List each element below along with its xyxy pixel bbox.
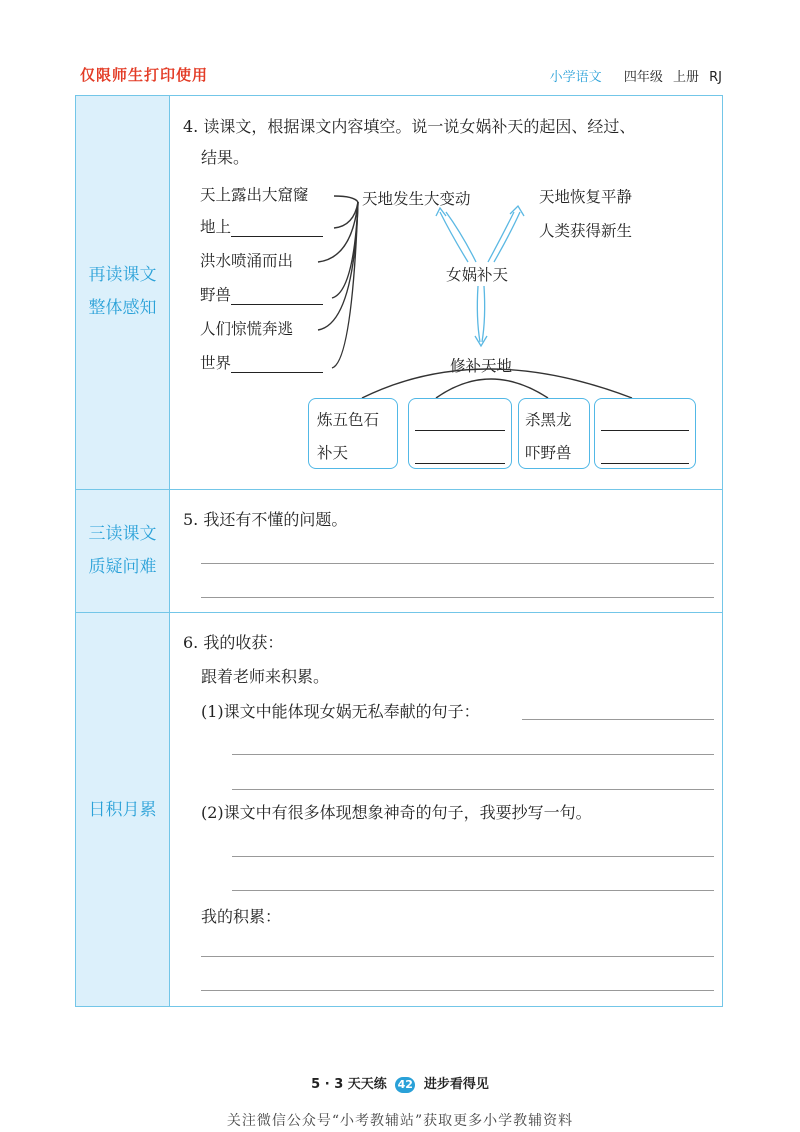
cause-item: 地上 — [200, 215, 323, 237]
method-box-1-line1: 炼五色石 — [317, 411, 380, 429]
q6-mine: 我的积累： — [201, 907, 282, 926]
answer-blank[interactable] — [415, 430, 505, 431]
writing-line[interactable] — [232, 789, 714, 790]
method-box-2[interactable] — [408, 398, 512, 469]
cause-item: 世界 — [200, 351, 323, 373]
volume-label: 上册 — [672, 70, 699, 85]
q5-prompt: 5. 我还有不懂的问题。 — [183, 510, 348, 529]
page-number: 42 — [395, 1077, 415, 1093]
q6-part2: (2)课文中有很多体现想象神奇的句子，我要抄写一句。 — [201, 803, 592, 822]
answer-blank[interactable] — [601, 430, 689, 431]
section-label-1b: 整体感知 — [88, 298, 157, 318]
q6-prompt: 6. 我的收获： — [183, 633, 284, 652]
edition-label: RJ — [709, 70, 722, 85]
writing-line[interactable] — [232, 890, 714, 891]
print-notice: 仅限师生打印使用 — [80, 66, 209, 84]
writing-line[interactable] — [522, 719, 714, 720]
row-divider — [76, 612, 722, 613]
cause-item: 人们惊慌奔逃 — [200, 320, 294, 338]
writing-line[interactable] — [232, 856, 714, 857]
writing-line[interactable] — [201, 597, 714, 598]
cause-summary: 天地发生大变动 — [362, 190, 471, 208]
subject-label: 小学语文 — [549, 70, 602, 85]
q4-prompt-line1: 4. 读课文，根据课文内容填空。说一说女娲补天的起因、经过、 — [183, 117, 636, 136]
cause-item: 天上露出大窟窿 — [200, 186, 309, 204]
footer-slogan: 进步看得见 — [423, 1077, 489, 1092]
result-item: 天地恢复平静 — [539, 188, 633, 206]
writing-line[interactable] — [232, 754, 714, 755]
section-label-2a: 三读课文 — [88, 524, 157, 544]
bottom-note: 关注微信公众号“小考教辅站”获取更多小学教辅资料 — [226, 1113, 574, 1129]
method-box-4[interactable] — [594, 398, 696, 469]
method-box-1 — [308, 398, 398, 469]
method-box-3 — [518, 398, 590, 469]
page-footer — [0, 1073, 800, 1093]
section-label-1a: 再读课文 — [88, 265, 157, 285]
grade-label: 四年级 — [623, 70, 663, 85]
q4-prompt-line2: 结果。 — [201, 148, 250, 167]
answer-blank[interactable] — [415, 463, 505, 464]
method-box-3-line2: 吓野兽 — [525, 444, 572, 462]
method-box-1-line2: 补天 — [317, 444, 349, 462]
answer-blank[interactable] — [601, 463, 689, 464]
section-label-cell-2 — [76, 490, 170, 612]
writing-line[interactable] — [201, 990, 714, 991]
section-label-cell-3 — [76, 613, 170, 1006]
center-topic: 女娲补天 — [446, 266, 509, 284]
section-label-2b: 质疑问难 — [88, 557, 157, 577]
cause-item: 野兽 — [200, 283, 323, 305]
cause-item: 洪水喷涌而出 — [200, 252, 294, 270]
q6-part1: (1)课文中能体现女娲无私奉献的句子： — [201, 702, 480, 721]
writing-line[interactable] — [201, 956, 714, 957]
section-label-3: 日积月累 — [88, 800, 157, 820]
footer-brand: 5 · 3 天天练 — [311, 1077, 387, 1092]
writing-line[interactable] — [201, 563, 714, 564]
q6-subprompt: 跟着老师来积累。 — [201, 667, 330, 686]
sub-topic: 修补天地 — [450, 357, 513, 375]
method-box-3-line1: 杀黑龙 — [525, 411, 572, 429]
result-item: 人类获得新生 — [539, 222, 633, 240]
